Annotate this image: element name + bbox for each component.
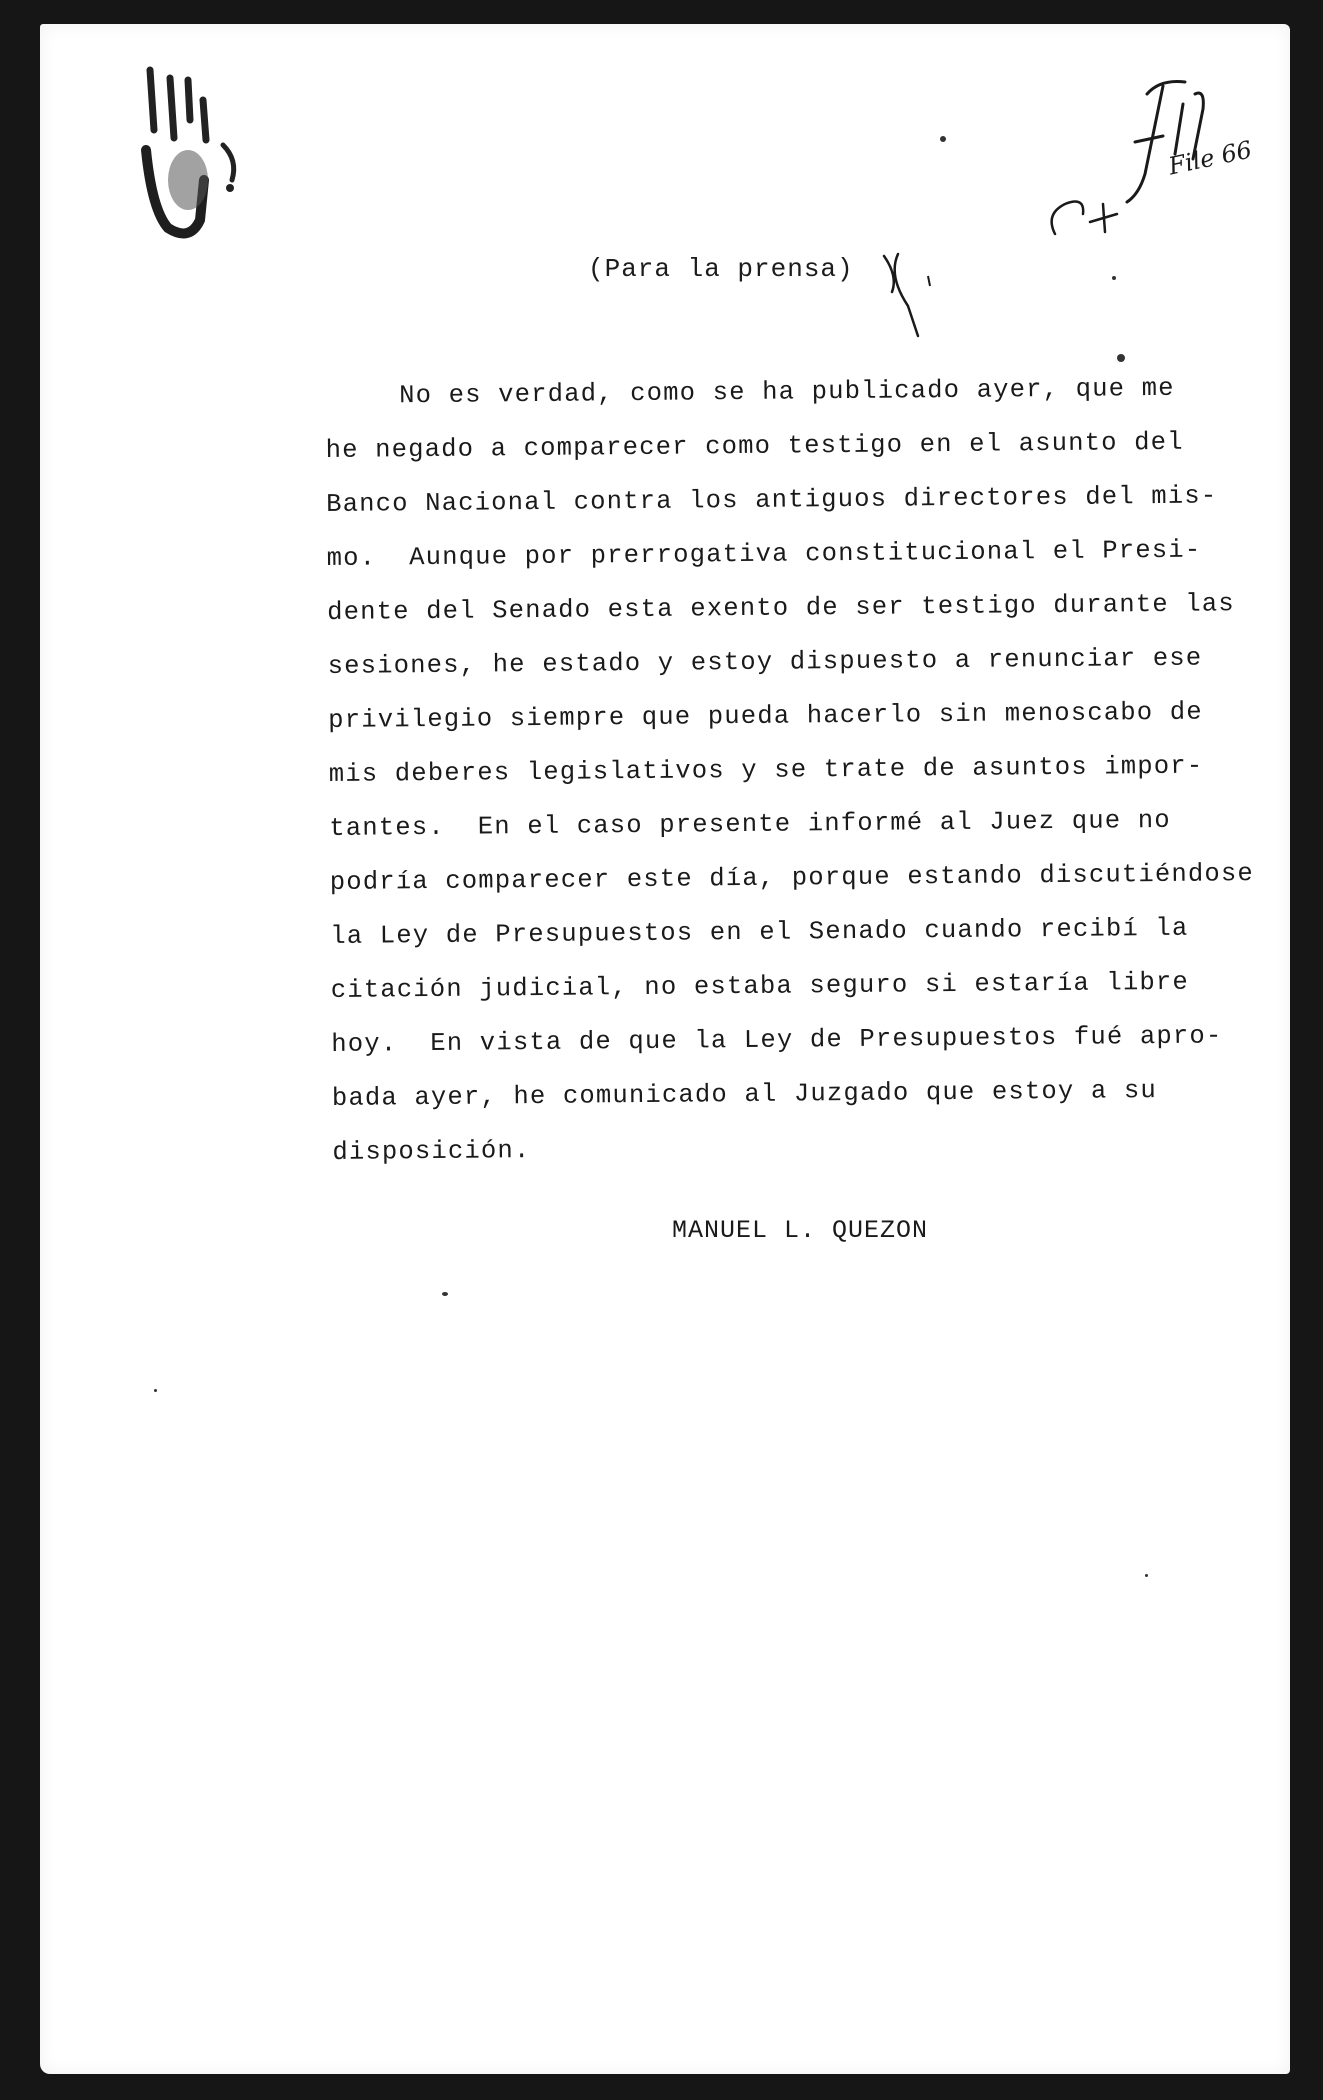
pen-mark — [878, 246, 948, 341]
body-line: citación judicial, no estaba seguro si estaría libre — [330, 967, 1190, 1005]
body-line: bada ayer, he comunicado al Juzgado que estoy a su — [331, 1076, 1158, 1113]
ink-speck — [1145, 1574, 1148, 1577]
signature-name: MANUEL L. QUEZON — [672, 1216, 929, 1245]
press-statement-body — [325, 373, 1255, 1192]
body-line: podría comparecer este día, porque estando discutiéndose — [329, 859, 1255, 897]
body-line: privilegio siempre que pueda hacerlo sin menoscabo de — [328, 697, 1203, 735]
ink-speck — [442, 1292, 448, 1296]
ink-speck — [1117, 354, 1125, 362]
paper-sheet — [40, 24, 1290, 2074]
press-note-header: (Para la prensa) — [588, 254, 854, 284]
body-line: la Ley de Presupuestos en el Senado cuando recibí la — [330, 913, 1189, 951]
ink-smudge — [128, 60, 258, 245]
body-line: hoy. En vista de que la Ley de Presupuestos fué apro- — [331, 1021, 1223, 1059]
body-line: sesiones, he estado y estoy dispuesto a renunciar ese — [327, 643, 1203, 681]
file-annotation: File 66 — [1166, 135, 1255, 181]
body-line: he negado a comparecer como testigo en el asunto del — [325, 427, 1184, 465]
ink-speck — [940, 136, 946, 142]
body-line: tantes. En el caso presente informé al Juez que no — [329, 805, 1172, 843]
body-line: dente del Senado esta exento de ser testigo durante las — [327, 589, 1235, 627]
ink-speck — [154, 1389, 157, 1392]
body-line: mis deberes legislativos y se trate de asuntos impor- — [328, 751, 1204, 789]
body-line: disposición. — [332, 1136, 531, 1167]
body-line: Banco Nacional contra los antiguos directores del mis- — [326, 481, 1218, 519]
ink-speck — [1112, 276, 1116, 280]
body-line: mo. Aunque por prerrogativa constitucional el Presi- — [326, 535, 1202, 573]
body-line: No es verdad, como se ha publicado ayer, que me — [398, 373, 1175, 411]
